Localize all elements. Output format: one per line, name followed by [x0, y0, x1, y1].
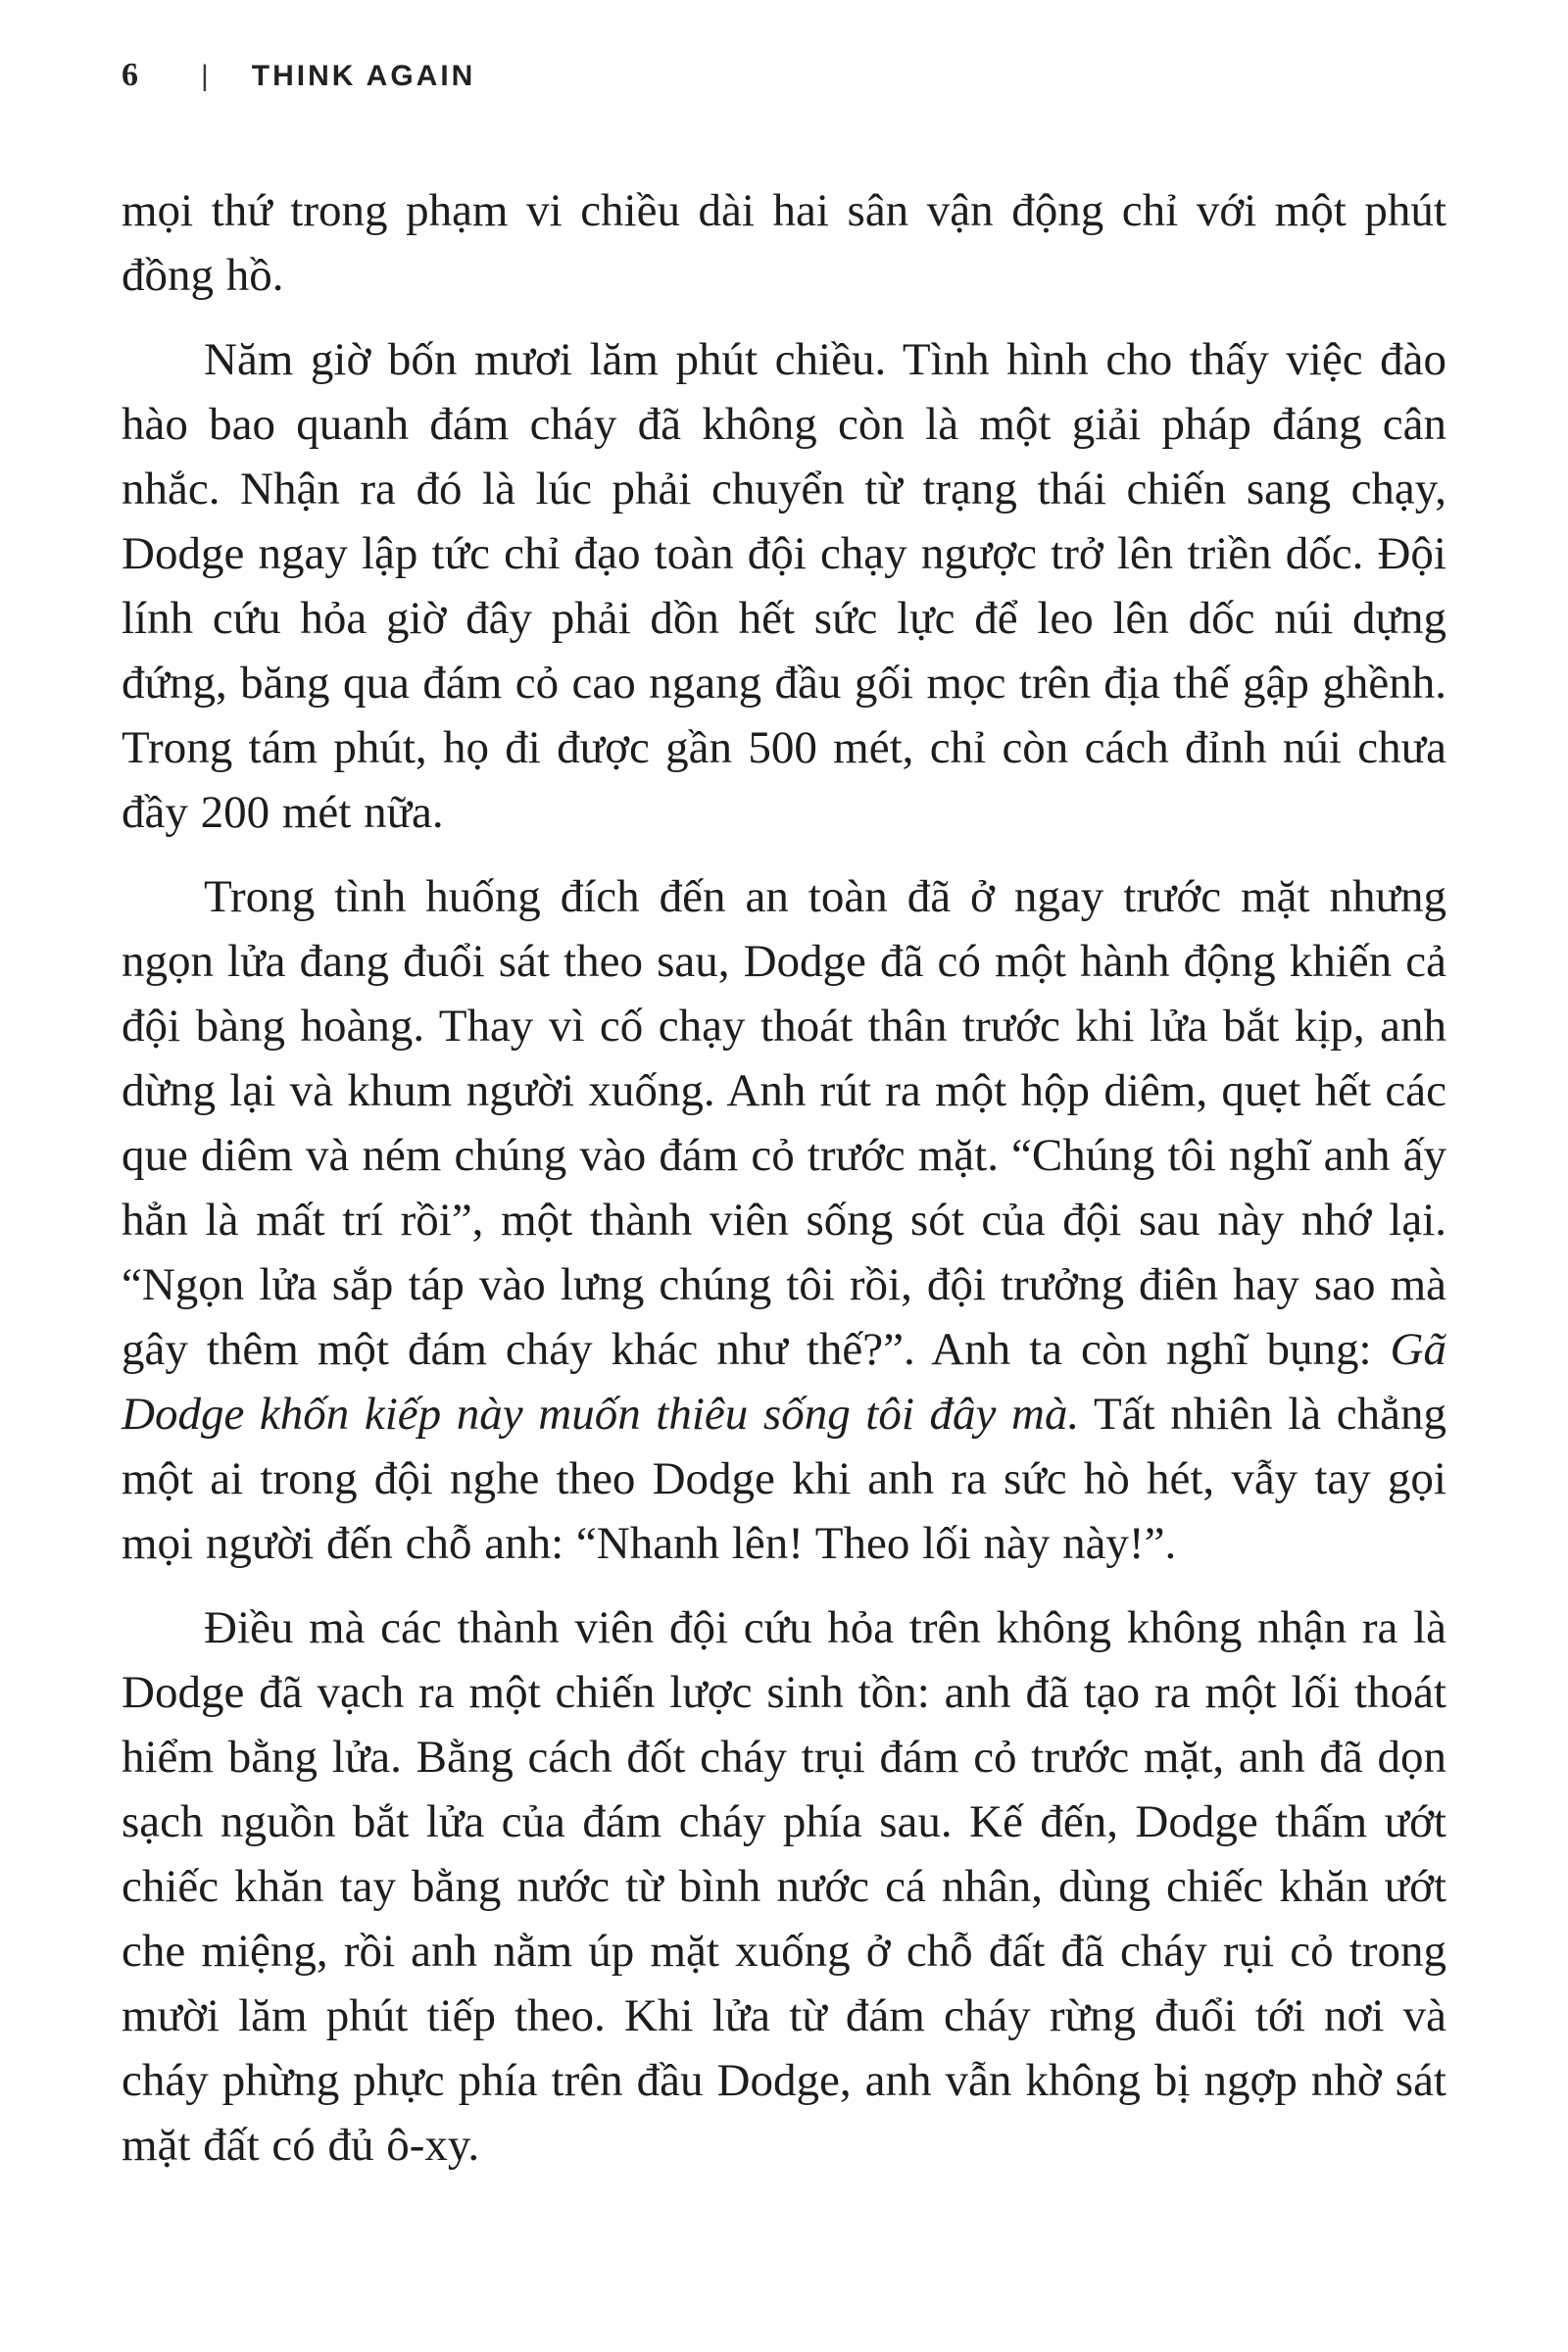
page-body	[122, 178, 1446, 2178]
text-segment: Năm giờ bốn mươi lăm phút chiều. Tình hình cho thấy việc đào hào bao quanh đám cháy đã không còn là một giải pháp đáng cân nhắc. Nhận ra đó là lúc phải chuyển từ trạng thái chiến sang chạy, Dodge ngay lập tức chỉ đạo toàn đội chạy ngược trở lên triền dốc. Đội lính cứu hỏa giờ đây phải dồn hết sức lực để leo lên dốc núi dựng đứng, băng qua đám cỏ cao ngang đầu gối mọc trên địa thế gập ghềnh. Trong tám phút, họ đi được gần 500 mét, chỉ còn cách đỉnh núi chưa đầy 200 mét nữa.	[122, 334, 1446, 838]
italic-text-segment: Gã Dodge khốn kiếp này muốn thiêu sống tôi đây mà.	[122, 1324, 1446, 1440]
text-segment: mọi thứ trong phạm vi chiều dài hai sân vận động chỉ với một phút đồng hồ.	[122, 185, 1446, 301]
text-segment: Tất nhiên là chẳng một ai trong đội nghe theo Dodge khi anh ra sức hò hét, vẫy tay gọi mọi người đến chỗ anh: “Nhanh lên! Theo lối này này!”.	[122, 1389, 1446, 1569]
paragraph	[122, 1595, 1446, 2178]
text-segment: Trong tình huống đích đến an toàn đã ở ngay trước mặt nhưng ngọn lửa đang đuổi sát theo sau, Dodge đã có một hành động khiến cả đội bàng hoàng. Thay vì cố chạy thoát thân trước khi lửa bắt kịp, anh dừng lại và khum người xuống. Anh rút ra một hộp diêm, quẹt hết các que diêm và ném chúng vào đám cỏ trước mặt. “Chúng tôi nghĩ anh ấy hẳn là mất trí rồi”, một thành viên sống sót của đội sau này nhớ lại. “Ngọn lửa sắp táp vào lưng chúng tôi rồi, đội trưởng điên hay sao mà gây thêm một đám cháy khác như thế?”. Anh ta còn nghĩ bụng:	[122, 871, 1446, 1375]
paragraph	[122, 864, 1446, 1576]
book-title: THINK AGAIN	[251, 60, 476, 92]
page-header	[122, 57, 1446, 94]
paragraph	[122, 178, 1446, 308]
paragraph	[122, 327, 1446, 845]
text-segment: Điều mà các thành viên đội cứu hỏa trên không không nhận ra là Dodge đã vạch ra một chiến lược sinh tồn: anh đã tạo ra một lối thoát hiểm bằng lửa. Bằng cách đốt cháy trụi đám cỏ trước mặt, anh đã dọn sạch nguồn bắt lửa của đám cháy phía sau. Kế đến, Dodge thấm ướt chiếc khăn tay bằng nước từ bình nước cá nhân, dùng chiếc khăn ướt che miệng, rồi anh nằm úp mặt xuống ở chỗ đất đã cháy rụi cỏ trong mười lăm phút tiếp theo. Khi lửa từ đám cháy rừng đuổi tới nơi và cháy phừng phực phía trên đầu Dodge, anh vẫn không bị ngợp nhờ sát mặt đất có đủ ô-xy.	[122, 1602, 1446, 2171]
header-separator: |	[201, 60, 209, 92]
page-number: 6	[122, 57, 138, 93]
